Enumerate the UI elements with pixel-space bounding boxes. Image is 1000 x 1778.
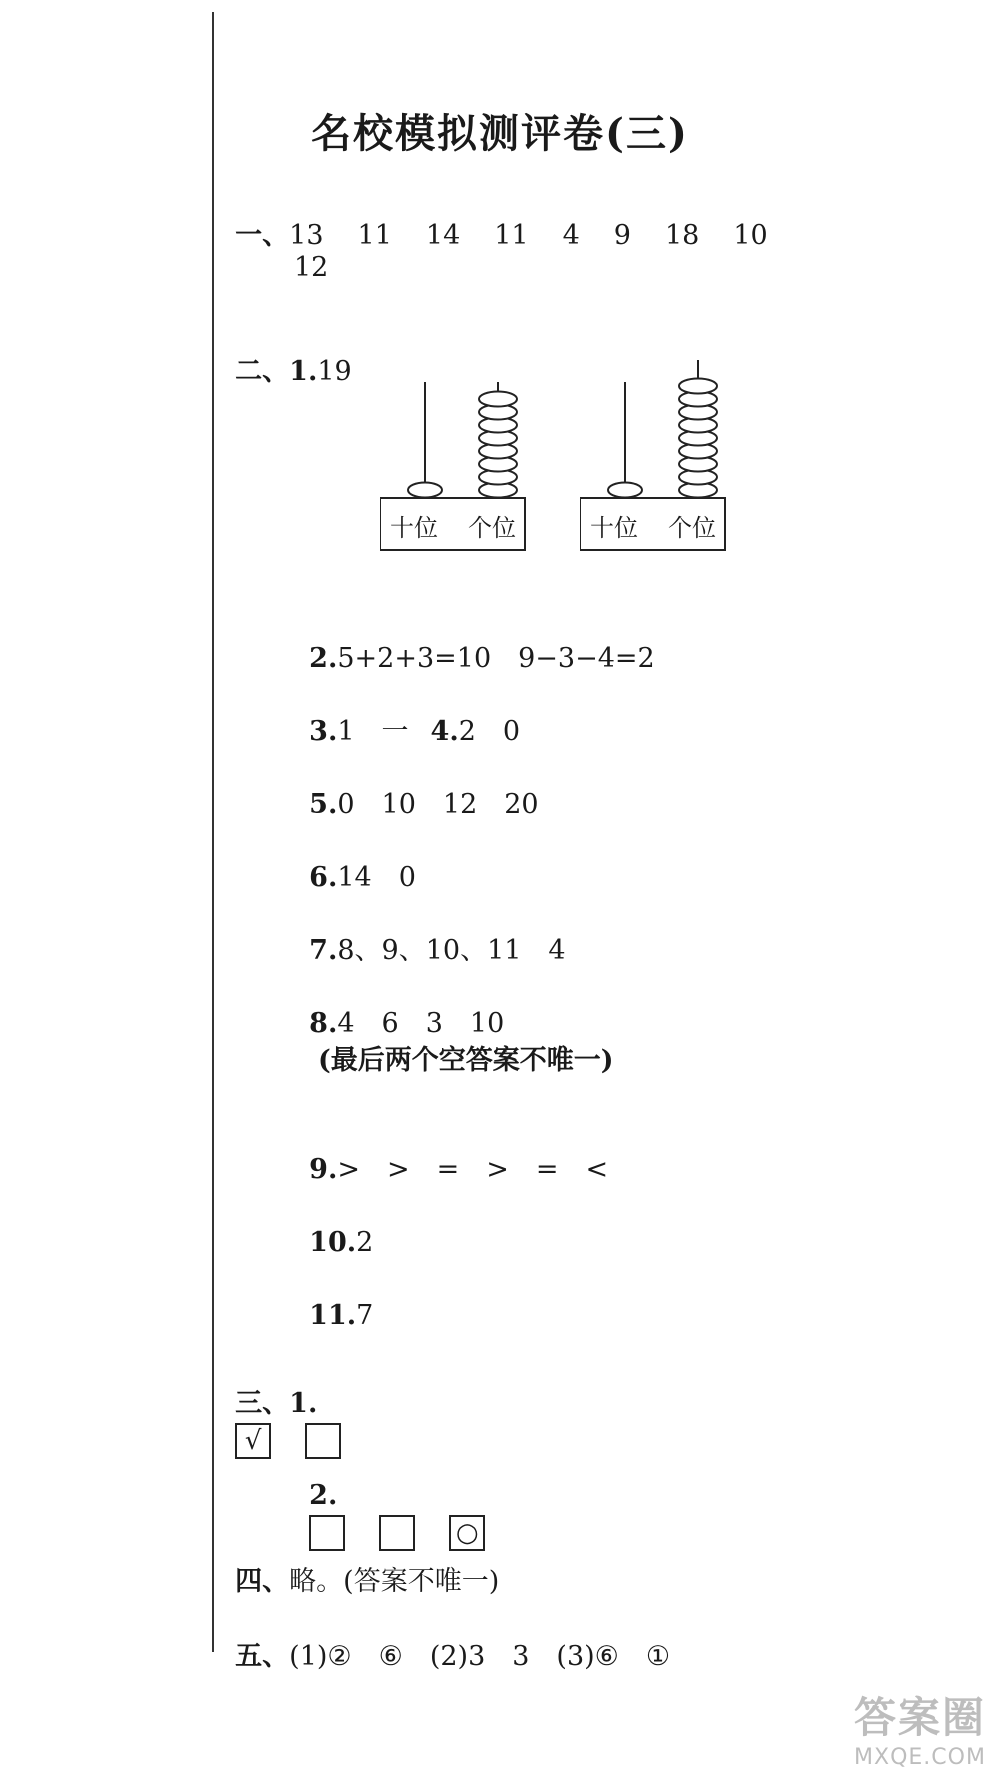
section-two-q8	[292, 970, 504, 1042]
s1-value: 13	[289, 220, 324, 251]
s1-value: 10	[733, 220, 768, 251]
q-answer: 2 0	[458, 716, 521, 747]
abacus-bead	[479, 392, 517, 407]
section-two-q2	[292, 605, 655, 677]
q-number: 3.	[309, 716, 338, 747]
section-five	[218, 1603, 670, 1675]
page-title: 名校模拟测评卷(三)	[311, 110, 689, 157]
section-four	[218, 1528, 499, 1600]
q-number: 1.	[289, 1388, 318, 1419]
q-answer: 14 0	[337, 862, 416, 893]
section-four-text: 略。(答案不唯一)	[289, 1566, 500, 1597]
s1-value: 14	[425, 220, 461, 251]
q-number: 2.	[309, 1480, 338, 1511]
ones-label: 个位	[468, 514, 516, 542]
watermark-url: MXQE.COM	[854, 1745, 986, 1770]
section-one	[218, 182, 768, 254]
abacus-bead	[679, 379, 717, 394]
section-three-label: 三、	[235, 1388, 290, 1419]
s1-value: 11	[494, 220, 529, 251]
q-answer: > > = > = <	[337, 1154, 609, 1185]
q-answer: 8、9、10、11 4	[337, 935, 566, 966]
abacus-bead	[408, 483, 442, 498]
section-two-q3-q4	[292, 678, 520, 750]
section-five-text: (1)② ⑥ (2)3 3 (3)⑥ ①	[289, 1641, 671, 1672]
q-number: 9.	[309, 1154, 338, 1185]
section-one-extra: 12	[294, 252, 329, 283]
section-one-label: 一、	[235, 220, 290, 251]
q8-note: (最后两个空答案不唯一)	[318, 1045, 614, 1076]
abacus-1	[380, 350, 540, 560]
q-answer: 19	[317, 356, 352, 387]
abacus-bead	[608, 483, 642, 498]
ones-label: 个位	[668, 514, 716, 542]
s1-value: 18	[664, 220, 700, 251]
section-two-q11	[292, 1262, 373, 1334]
check-mark: √	[244, 1425, 262, 1456]
tens-label: 十位	[390, 514, 438, 542]
q-answer: 0 10 12 20	[337, 789, 539, 820]
q-answer: 5+2+3=10 9−3−4=2	[337, 643, 655, 674]
section-two-q5	[292, 751, 539, 823]
q-number: 10.	[309, 1227, 357, 1258]
q-number: 5.	[309, 789, 338, 820]
q-number: 6.	[309, 862, 338, 893]
tens-label: 十位	[590, 514, 638, 542]
margin-line	[212, 12, 214, 1652]
section-two-q9	[292, 1116, 608, 1188]
q-number: 2.	[309, 643, 338, 674]
section-two-q10	[292, 1189, 373, 1261]
section-five-label: 五、	[235, 1641, 290, 1672]
q-answer: 7	[356, 1300, 374, 1331]
q-number: 11.	[309, 1300, 357, 1331]
s1-value: 11	[357, 220, 392, 251]
q-number: 7.	[309, 935, 338, 966]
section-four-label: 四、	[235, 1566, 290, 1597]
q-answer: 1 一	[337, 716, 409, 747]
q-number: 8.	[309, 1008, 338, 1039]
watermark	[854, 1685, 986, 1770]
answer-box	[235, 1423, 271, 1459]
q-answer: 2	[356, 1227, 374, 1258]
s1-value: 4	[562, 220, 580, 251]
q-number: 1.	[289, 356, 318, 387]
q-number: 4.	[430, 716, 459, 747]
section-two-label: 二、	[235, 356, 290, 387]
section-two-q1	[218, 318, 352, 390]
section-two-q7	[292, 897, 566, 969]
circle-mark: ○	[455, 1517, 479, 1548]
watermark-brand: 答案圈	[853, 1693, 986, 1742]
s1-value: 9	[613, 220, 631, 251]
abacus-2	[580, 350, 740, 560]
section-two-q6	[292, 824, 416, 896]
q-answer: 4 6 3 10	[337, 1008, 505, 1039]
